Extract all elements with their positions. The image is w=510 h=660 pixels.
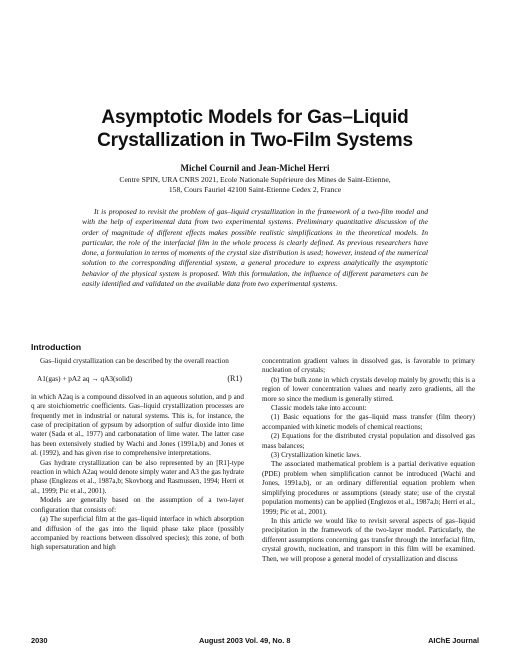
abstract: It is proposed to revisit the problem of gas–liquid crystallization in the framework of a two-film model and with the help of experimental data from two experimental systems. Preliminary quantitative discussion of the order of magnitude of different effects makes possible realistic simplifications in the theoretical models. In particular, the role of the interfacial film in the whole process is clearly defined. As previous researchers have done, a formulation in terms of moments of the crystal size distribution is used; however, instead of the numerical solution to the corresponding differential system, a general procedure to express analytically the asymptotic behavior of the physical system is proposed. With this formulation, the influence of different parameters can be easily identified and validated on the available data from two experimental systems.	[82, 207, 428, 289]
equation-number: (R1)	[227, 374, 242, 384]
paragraph: Gas–liquid crystallization can be described by the overall reaction	[40, 357, 229, 365]
paragraph: (b) The bulk zone in which crystals develop mainly by growth; this is a region of lower concentration values and nearly zero gradients, all the more so since the medium is generally stirred.	[262, 375, 475, 403]
reaction-equation	[31, 374, 244, 383]
page-number: 2030	[31, 636, 48, 645]
journal-name: AIChE Journal	[428, 636, 479, 645]
paragraph: Gas hydrate crystallization can be also represented by an [R1]-type reaction in which A2aq would denote simply water and A3 the gas hydrate phase (Englezos et al., 1987a,b; Skovborg and Rasmussen, 1994; Herri et al., 1999; Pic et al., 2001).	[31, 458, 244, 495]
title-line-2: Crystallization in Two-Film Systems	[97, 130, 413, 151]
affiliation-line-1: Centre SPIN, URA CNRS 2021, Ecole Nationale Supérieure des Mines de Saint-Etienne,	[119, 175, 391, 184]
equation-body: A1(gas) + pA2 aq → qA3(solid)	[37, 374, 133, 384]
article-title	[40, 106, 470, 152]
issue-info: August 2003 Vol. 49, No. 8	[199, 636, 291, 645]
paragraph: in which A2aq is a compound dissolved in an aqueous solution, and p and q are stoichiometric coefficients. Gas–liquid crystallization processes are frequently met in industrial or natural systems. This is, for instance, the case of precipitation of gypsum by adsorption of sulfur dioxide into lime water (Sada et al., 1977) and carbonatation of lime water. The latter case has been extensively studied by Wachi and Jones (1991a,b) and Jones et al. (1992), and has given rise to comprehensive interpretations.	[31, 392, 244, 458]
paragraph: (3) Crystallization kinetic laws.	[271, 451, 362, 460]
paragraph: In this article we would like to revisit several aspects of gas–liquid precipitation in the framework of the two-layer model. Particularly, the different assumptions concerning gas transfer through the interfacial film, crystal growth, nucleation, and transport in this film will be examined. Then, we will propose a general model of crystallization and discuss	[262, 516, 475, 563]
paragraph: (2) Equations for the distributed crystal population and dissolved gas mass balances;	[262, 432, 475, 450]
right-column	[262, 357, 475, 564]
author-names: Michel Cournil and Jean-Michel Herri	[180, 163, 330, 173]
title-line-1: Asymptotic Models for Gas–Liquid	[101, 107, 409, 128]
paragraph: The associated mathematical problem is a partial derivative equation (PDE) problem when simplification cannot be introduced (Wachi and Jones, 1991a,b), or an ordinary differential equation problem when simplifying procedures or assumptions (steady state; use of the crystal population moments) can be applied (Englezos et al., 1987a,b; Herri et al., 1999; Pic et al., 2001).	[262, 460, 475, 516]
paragraph: (1) Basic equations for the gas–liquid mass transfer (film theory) accompanied with kinetic models of chemical reactions;	[262, 413, 475, 431]
paragraph: Models are generally based on the assumption of a two-layer configuration that consists of:	[31, 496, 244, 514]
affiliation-line-2: 158, Cours Fauriel 42100 Saint-Etienne Cedex 2, France	[168, 185, 342, 194]
left-column	[31, 357, 244, 553]
section-heading-introduction: Introduction	[31, 342, 82, 352]
affiliation	[40, 175, 470, 195]
paragraph: Classic models take into account:	[271, 404, 367, 413]
paragraph: concentration gradient values in dissolved gas, is favorable to primary nucleation of crystals;	[262, 357, 475, 375]
paragraph: (a) The superficial film at the gas–liquid interface in which absorption and diffusion of the gas into the liquid phase take place (possibly accompanied by reactions between dissolved species); this zone, of both high supersaturation and high	[31, 515, 244, 552]
